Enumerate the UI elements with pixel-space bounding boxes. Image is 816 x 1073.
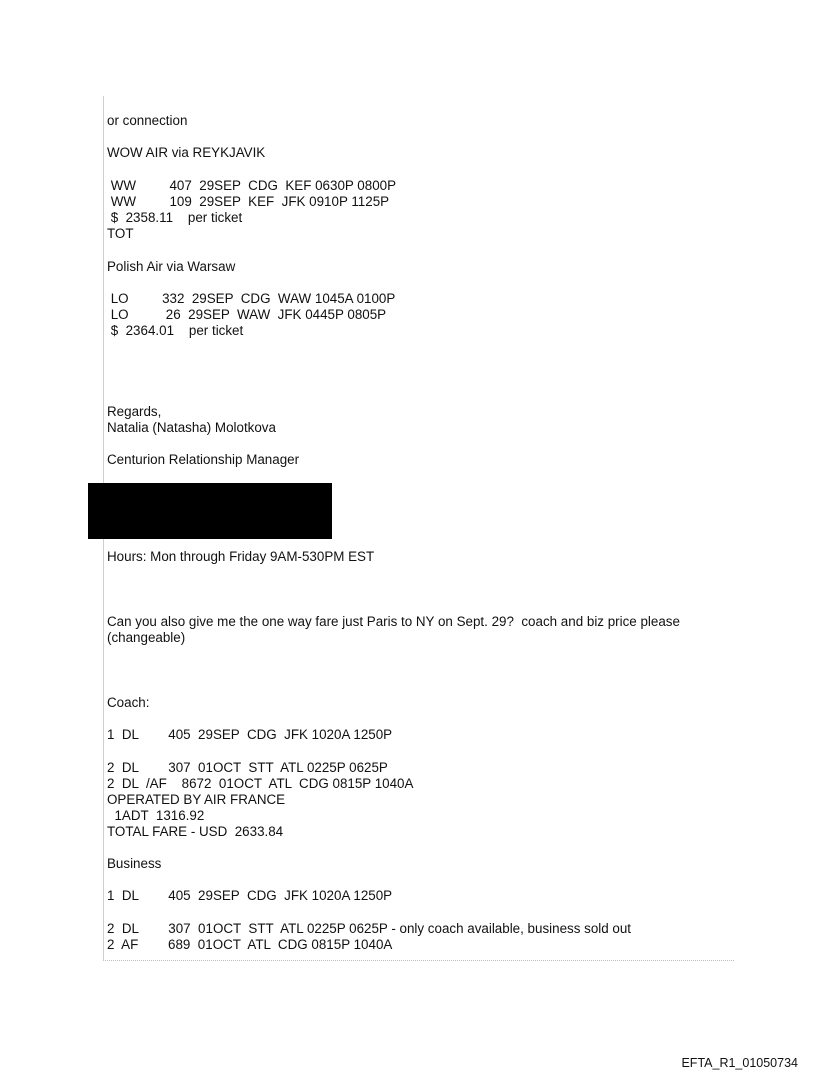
coach-label: Coach: [107, 695, 150, 710]
lo-flight-2: LO 26 29SEP WAW JFK 0445P 0805P [107, 307, 387, 322]
request-line-1: Can you also give me the one way fare just Paris to NY on Sept. 29? coach and biz price please [107, 614, 680, 629]
coach-adult-fare: 1ADT 1316.92 [107, 808, 205, 823]
coach-segment-1: 1 DL 405 29SEP CDG JFK 1020A 1250P [107, 727, 393, 742]
business-segment-1: 1 DL 405 29SEP CDG JFK 1020A 1250P [107, 888, 393, 903]
lo-flight-1: LO 332 29SEP CDG WAW 1045A 0100P [107, 291, 396, 306]
request-line-2: (changeable) [107, 630, 186, 645]
signature-regards: Regards, [107, 404, 162, 419]
wow-option-heading: WOW AIR via REYKJAVIK [107, 145, 266, 160]
coach-segment-2a: 2 DL 307 01OCT STT ATL 0225P 0625P [107, 760, 388, 775]
coach-operated-by: OPERATED BY AIR FRANCE [107, 792, 286, 807]
signature-title: Centurion Relationship Manager [107, 452, 300, 467]
business-segment-2b: 2 AF 689 01OCT ATL CDG 0815P 1040A [107, 937, 393, 952]
document-id: EFTA_R1_01050734 [681, 1056, 798, 1070]
wow-note: TOT [107, 226, 134, 241]
intro-text: or connection [107, 113, 188, 128]
signature-name: Natalia (Natasha) Molotkova [107, 420, 276, 435]
redaction-block [88, 483, 332, 539]
signature-hours: Hours: Mon through Friday 9AM-530PM EST [107, 549, 375, 564]
wow-flight-1: WW 407 29SEP CDG KEF 0630P 0800P [107, 178, 397, 193]
wow-flight-2: WW 109 29SEP KEF JFK 0910P 1125P [107, 194, 390, 209]
business-segment-2a: 2 DL 307 01OCT STT ATL 0225P 0625P - only coach available, business sold out [107, 921, 632, 936]
coach-total-fare: TOTAL FARE - USD 2633.84 [107, 824, 284, 839]
coach-segment-2b: 2 DL /AF 8672 01OCT ATL CDG 0815P 1040A [107, 776, 414, 791]
business-label: Business [107, 856, 162, 871]
wow-price: $ 2358.11 per ticket [107, 210, 243, 225]
lo-option-heading: Polish Air via Warsaw [107, 259, 236, 274]
lo-price: $ 2364.01 per ticket [107, 323, 244, 338]
